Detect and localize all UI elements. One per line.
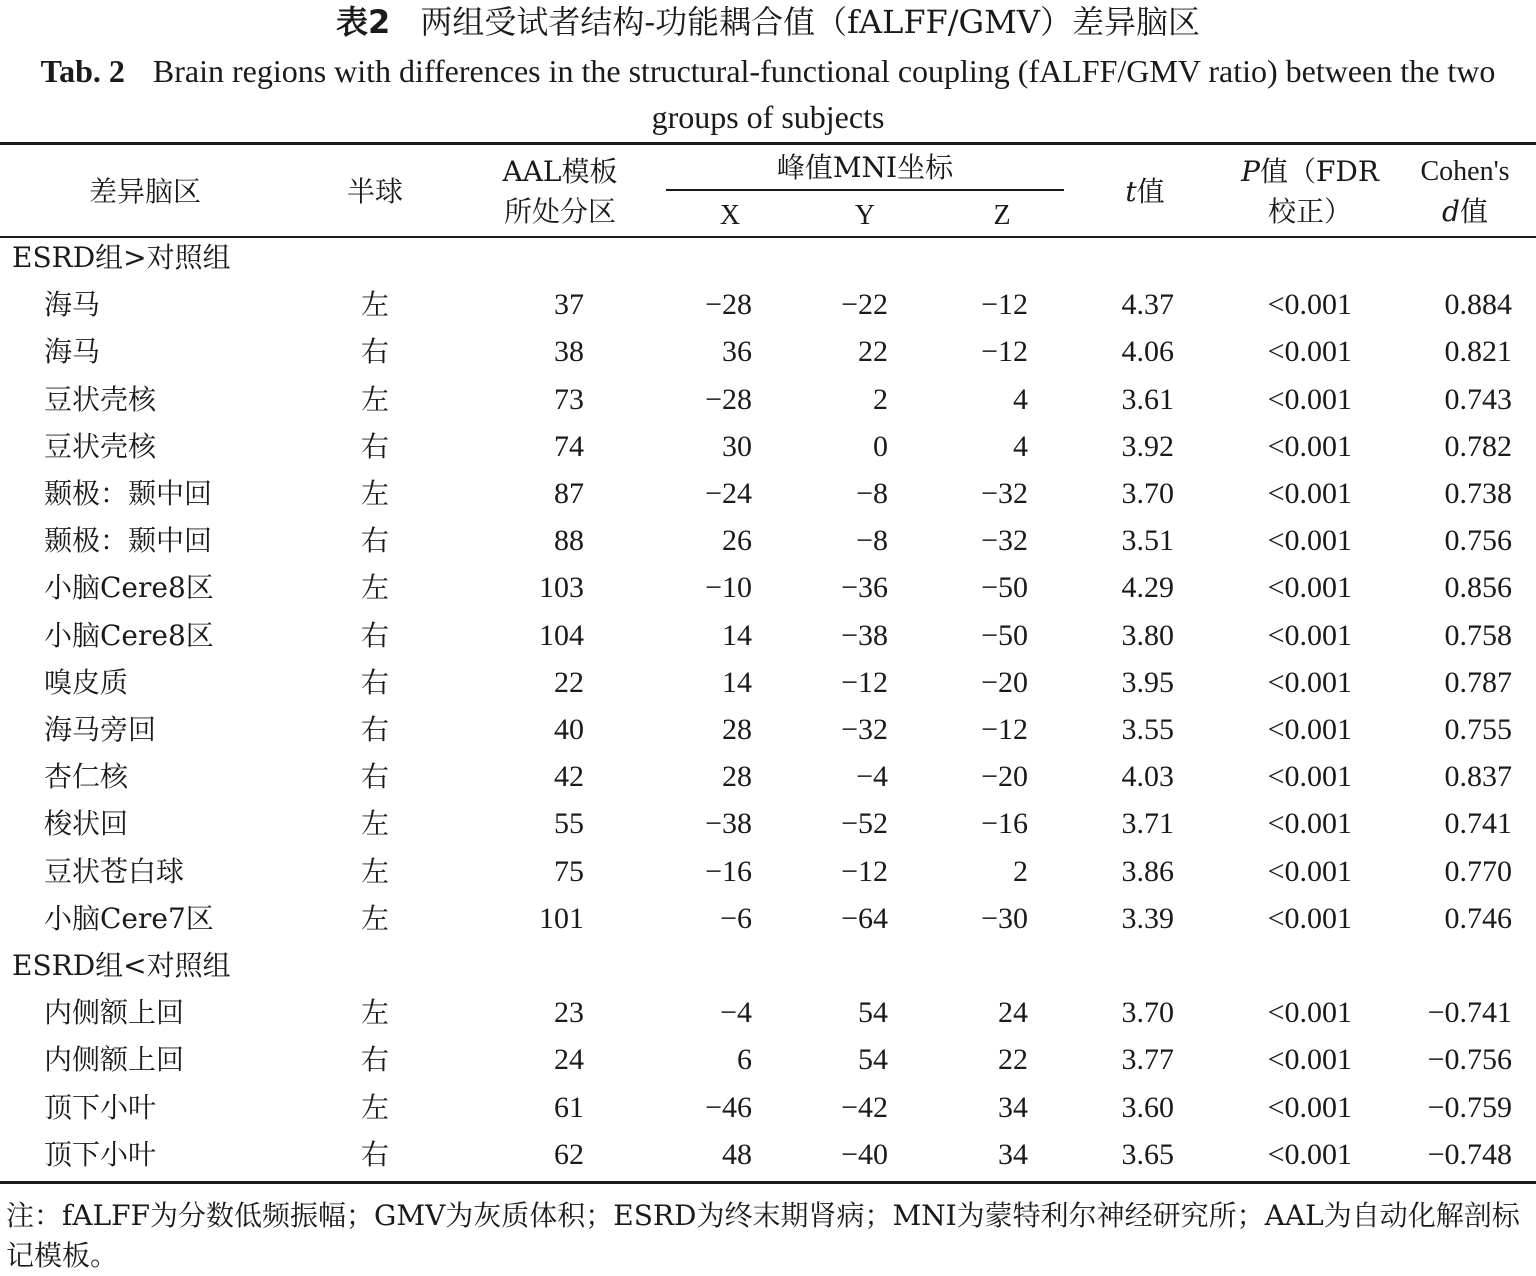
row-z: 4 <box>1013 382 1028 416</box>
row-d: 0.755 <box>1444 713 1512 746</box>
row-region: 海马旁回 <box>44 713 157 746</box>
row-aal: 87 <box>554 477 584 510</box>
row-aal: 74 <box>554 429 584 463</box>
row-x: −38 <box>705 807 752 841</box>
row-t: 3.55 <box>1121 713 1174 746</box>
row-region: 海马 <box>44 288 101 322</box>
header-aal-line2: 所处分区 <box>503 195 616 228</box>
row-aal: 24 <box>554 1043 584 1077</box>
row-aal: 22 <box>554 665 584 699</box>
row-z: −12 <box>981 288 1028 322</box>
row-hemisphere: 左 <box>360 382 389 416</box>
row-d: 0.738 <box>1444 477 1512 510</box>
row-region: 小脑Cere7区 <box>44 901 214 935</box>
row-region: 海马 <box>44 335 101 369</box>
row-region: 豆状壳核 <box>44 382 157 416</box>
row-y: −12 <box>841 854 888 888</box>
row-aal: 38 <box>554 335 584 369</box>
row-d: 0.741 <box>1444 807 1512 841</box>
table-number-en: Tab. 2 <box>40 53 125 89</box>
table-title-chinese <box>0 2 1536 42</box>
row-p: <0.001 <box>1267 382 1352 416</box>
row-x: 14 <box>722 665 752 699</box>
header-hemisphere: 半球 <box>346 175 403 208</box>
row-z: −50 <box>981 571 1028 605</box>
row-t: 4.29 <box>1121 571 1174 605</box>
row-t: 3.65 <box>1121 1137 1174 1171</box>
row-aal: 75 <box>554 854 584 888</box>
row-d: −0.756 <box>1427 1043 1512 1077</box>
row-p: <0.001 <box>1267 1090 1352 1124</box>
row-y: −38 <box>841 618 888 652</box>
row-x: −10 <box>705 571 752 605</box>
row-d: −0.748 <box>1427 1137 1512 1171</box>
row-x: 6 <box>737 1043 752 1077</box>
row-aal: 103 <box>539 571 584 605</box>
row-y: −22 <box>841 288 888 322</box>
header-aal-line1: AAL模板 <box>502 155 618 188</box>
row-region: 颞极：颞中回 <box>44 477 213 510</box>
row-y: 2 <box>873 382 888 416</box>
row-hemisphere: 左 <box>360 807 389 841</box>
row-y: −8 <box>856 524 888 558</box>
top-rule <box>0 142 1536 145</box>
row-p: <0.001 <box>1267 618 1352 652</box>
table-title-english <box>20 48 1516 140</box>
row-aal: 62 <box>554 1137 584 1171</box>
row-d: −0.741 <box>1427 996 1512 1030</box>
row-t: 3.80 <box>1121 618 1174 652</box>
header-p-suffix: 值（FDR <box>1259 155 1379 188</box>
row-y: −12 <box>841 665 888 699</box>
header-x: X <box>719 200 741 231</box>
row-p: <0.001 <box>1267 807 1352 841</box>
row-hemisphere: 左 <box>360 996 389 1030</box>
row-t: 3.77 <box>1121 1043 1174 1077</box>
row-region: 豆状苍白球 <box>44 854 185 888</box>
row-y: −52 <box>841 807 888 841</box>
row-y: 22 <box>858 335 888 369</box>
row-hemisphere: 右 <box>360 429 389 463</box>
header-z: Z <box>993 200 1011 231</box>
row-d: 0.770 <box>1444 854 1512 888</box>
row-hemisphere: 右 <box>360 1137 389 1171</box>
row-z: −50 <box>981 618 1028 652</box>
table-title-en-text: Brain regions with differences in the structural-functional coupling (fALFF/GMV ratio) between the two groups of subjects <box>152 53 1496 135</box>
row-aal: 23 <box>554 996 584 1030</box>
row-aal: 104 <box>539 618 584 652</box>
row-z: 22 <box>998 1043 1028 1077</box>
row-p: <0.001 <box>1267 429 1352 463</box>
row-hemisphere: 右 <box>360 524 389 558</box>
row-hemisphere: 右 <box>360 760 389 794</box>
header-mni: 峰值MNI坐标 <box>776 151 954 184</box>
row-z: −32 <box>981 524 1028 558</box>
row-y: 0 <box>873 429 888 463</box>
row-y: 54 <box>858 1043 888 1077</box>
row-z: −32 <box>981 477 1028 510</box>
row-d: 0.782 <box>1444 429 1512 463</box>
row-hemisphere: 左 <box>360 854 389 888</box>
row-aal: 40 <box>554 713 584 746</box>
row-y: −40 <box>841 1137 888 1171</box>
row-p: <0.001 <box>1267 288 1352 322</box>
row-p: <0.001 <box>1267 901 1352 935</box>
header-t <box>1090 172 1200 212</box>
row-t: 4.03 <box>1121 760 1174 794</box>
header-rule <box>0 236 1536 238</box>
row-p: <0.001 <box>1267 996 1352 1030</box>
row-p: <0.001 <box>1267 760 1352 794</box>
row-t: 3.70 <box>1121 477 1174 510</box>
row-z: −30 <box>981 901 1028 935</box>
row-p: <0.001 <box>1267 524 1352 558</box>
row-d: 0.746 <box>1444 901 1512 935</box>
group-label: ESRD组<对照组 <box>12 949 231 982</box>
row-x: −24 <box>705 477 752 510</box>
row-d: 0.756 <box>1444 524 1512 558</box>
row-t: 3.51 <box>1121 524 1174 558</box>
bottom-rule <box>0 1181 1536 1184</box>
row-d: 0.884 <box>1444 288 1512 322</box>
row-x: 14 <box>722 618 752 652</box>
row-y: −36 <box>841 571 888 605</box>
row-t: 4.06 <box>1121 335 1174 369</box>
row-y: −42 <box>841 1090 888 1124</box>
row-x: 48 <box>722 1137 752 1171</box>
row-t: 3.92 <box>1121 429 1174 463</box>
row-aal: 61 <box>554 1090 584 1124</box>
table-number-cn: 表2 <box>336 3 391 41</box>
row-hemisphere: 左 <box>360 288 389 322</box>
row-x: 36 <box>722 335 752 369</box>
row-t: 3.70 <box>1121 996 1174 1030</box>
row-t: 3.95 <box>1121 665 1174 699</box>
header-d-italic: d <box>1442 195 1460 228</box>
row-aal: 42 <box>554 760 584 794</box>
row-hemisphere: 右 <box>360 618 389 652</box>
row-z: 34 <box>998 1137 1028 1171</box>
row-hemisphere: 左 <box>360 1090 389 1124</box>
row-t: 3.60 <box>1121 1090 1174 1124</box>
table-title-cn-text: 两组受试者结构-功能耦合值（fALFF/GMV）差异脑区 <box>420 3 1200 41</box>
row-x: −28 <box>705 288 752 322</box>
header-p-italic: P <box>1241 155 1260 188</box>
row-d: 0.743 <box>1444 382 1512 416</box>
row-p: <0.001 <box>1267 571 1352 605</box>
row-y: −64 <box>841 901 888 935</box>
row-x: −6 <box>720 901 752 935</box>
row-region: 嗅皮质 <box>44 665 129 699</box>
row-t: 3.61 <box>1121 382 1174 416</box>
row-t: 3.39 <box>1121 901 1174 935</box>
row-region: 小脑Cere8区 <box>44 618 214 652</box>
row-t: 4.37 <box>1121 288 1174 322</box>
row-aal: 37 <box>554 288 584 322</box>
row-region: 内侧额上回 <box>44 996 185 1030</box>
row-d: 0.837 <box>1444 760 1512 794</box>
row-z: −12 <box>981 713 1028 746</box>
row-hemisphere: 左 <box>360 477 389 510</box>
row-aal: 73 <box>554 382 584 416</box>
row-p: <0.001 <box>1267 335 1352 369</box>
row-hemisphere: 右 <box>360 1043 389 1077</box>
row-z: −20 <box>981 760 1028 794</box>
header-d-line2 <box>1400 192 1530 232</box>
row-region: 内侧额上回 <box>44 1043 185 1077</box>
row-t: 3.71 <box>1121 807 1174 841</box>
row-x: −4 <box>720 996 752 1030</box>
row-x: 26 <box>722 524 752 558</box>
row-hemisphere: 左 <box>360 901 389 935</box>
header-t-suffix: 值 <box>1136 175 1165 208</box>
row-p: <0.001 <box>1267 713 1352 746</box>
row-d: 0.821 <box>1444 335 1512 369</box>
row-z: 24 <box>998 996 1028 1030</box>
row-x: 28 <box>722 713 752 746</box>
row-p: <0.001 <box>1267 477 1352 510</box>
row-d: −0.759 <box>1427 1090 1512 1124</box>
row-y: −4 <box>856 760 888 794</box>
row-p: <0.001 <box>1267 665 1352 699</box>
table-note: 注：fALFF为分数低频振幅；GMV为灰质体积；ESRD为终末期肾病；MNI为蒙特利尔神经研究所；AAL为自动化解剖标记模板。 <box>6 1199 1520 1272</box>
row-x: −46 <box>705 1090 752 1124</box>
header-t-italic: t <box>1125 175 1137 208</box>
row-region: 顶下小叶 <box>44 1090 157 1124</box>
row-z: −20 <box>981 665 1028 699</box>
row-y: −8 <box>856 477 888 510</box>
row-y: −32 <box>841 713 888 746</box>
row-x: −28 <box>705 382 752 416</box>
row-x: −16 <box>705 854 752 888</box>
row-p: <0.001 <box>1267 1043 1352 1077</box>
row-p: <0.001 <box>1267 854 1352 888</box>
mni-subrule <box>666 189 1064 191</box>
row-d: 0.758 <box>1444 618 1512 652</box>
row-d: 0.856 <box>1444 571 1512 605</box>
row-hemisphere: 左 <box>360 571 389 605</box>
header-region: 差异脑区 <box>88 175 201 208</box>
row-hemisphere: 右 <box>360 665 389 699</box>
row-region: 豆状壳核 <box>44 429 157 463</box>
row-aal: 55 <box>554 807 584 841</box>
row-x: 30 <box>722 429 752 463</box>
row-region: 顶下小叶 <box>44 1137 157 1171</box>
header-p-line2: 校正） <box>1267 195 1352 228</box>
row-region: 颞极：颞中回 <box>44 524 213 558</box>
row-aal: 101 <box>539 901 584 935</box>
row-d: 0.787 <box>1444 665 1512 699</box>
row-region: 杏仁核 <box>44 760 129 794</box>
row-t: 3.86 <box>1121 854 1174 888</box>
header-y: Y <box>854 200 876 231</box>
row-z: −16 <box>981 807 1028 841</box>
row-x: 28 <box>722 760 752 794</box>
row-y: 54 <box>858 996 888 1030</box>
header-d-line1: Cohen's <box>1420 156 1510 187</box>
row-aal: 88 <box>554 524 584 558</box>
header-p-line1 <box>1225 152 1395 192</box>
row-region: 梭状回 <box>44 807 129 841</box>
row-hemisphere: 右 <box>360 335 389 369</box>
header-d-suffix: 值 <box>1459 195 1488 228</box>
row-p: <0.001 <box>1267 1137 1352 1171</box>
row-z: −12 <box>981 335 1028 369</box>
row-region: 小脑Cere8区 <box>44 571 214 605</box>
group-label: ESRD组>对照组 <box>12 241 231 274</box>
row-hemisphere: 右 <box>360 713 389 746</box>
row-z: 4 <box>1013 429 1028 463</box>
row-z: 34 <box>998 1090 1028 1124</box>
row-z: 2 <box>1013 854 1028 888</box>
